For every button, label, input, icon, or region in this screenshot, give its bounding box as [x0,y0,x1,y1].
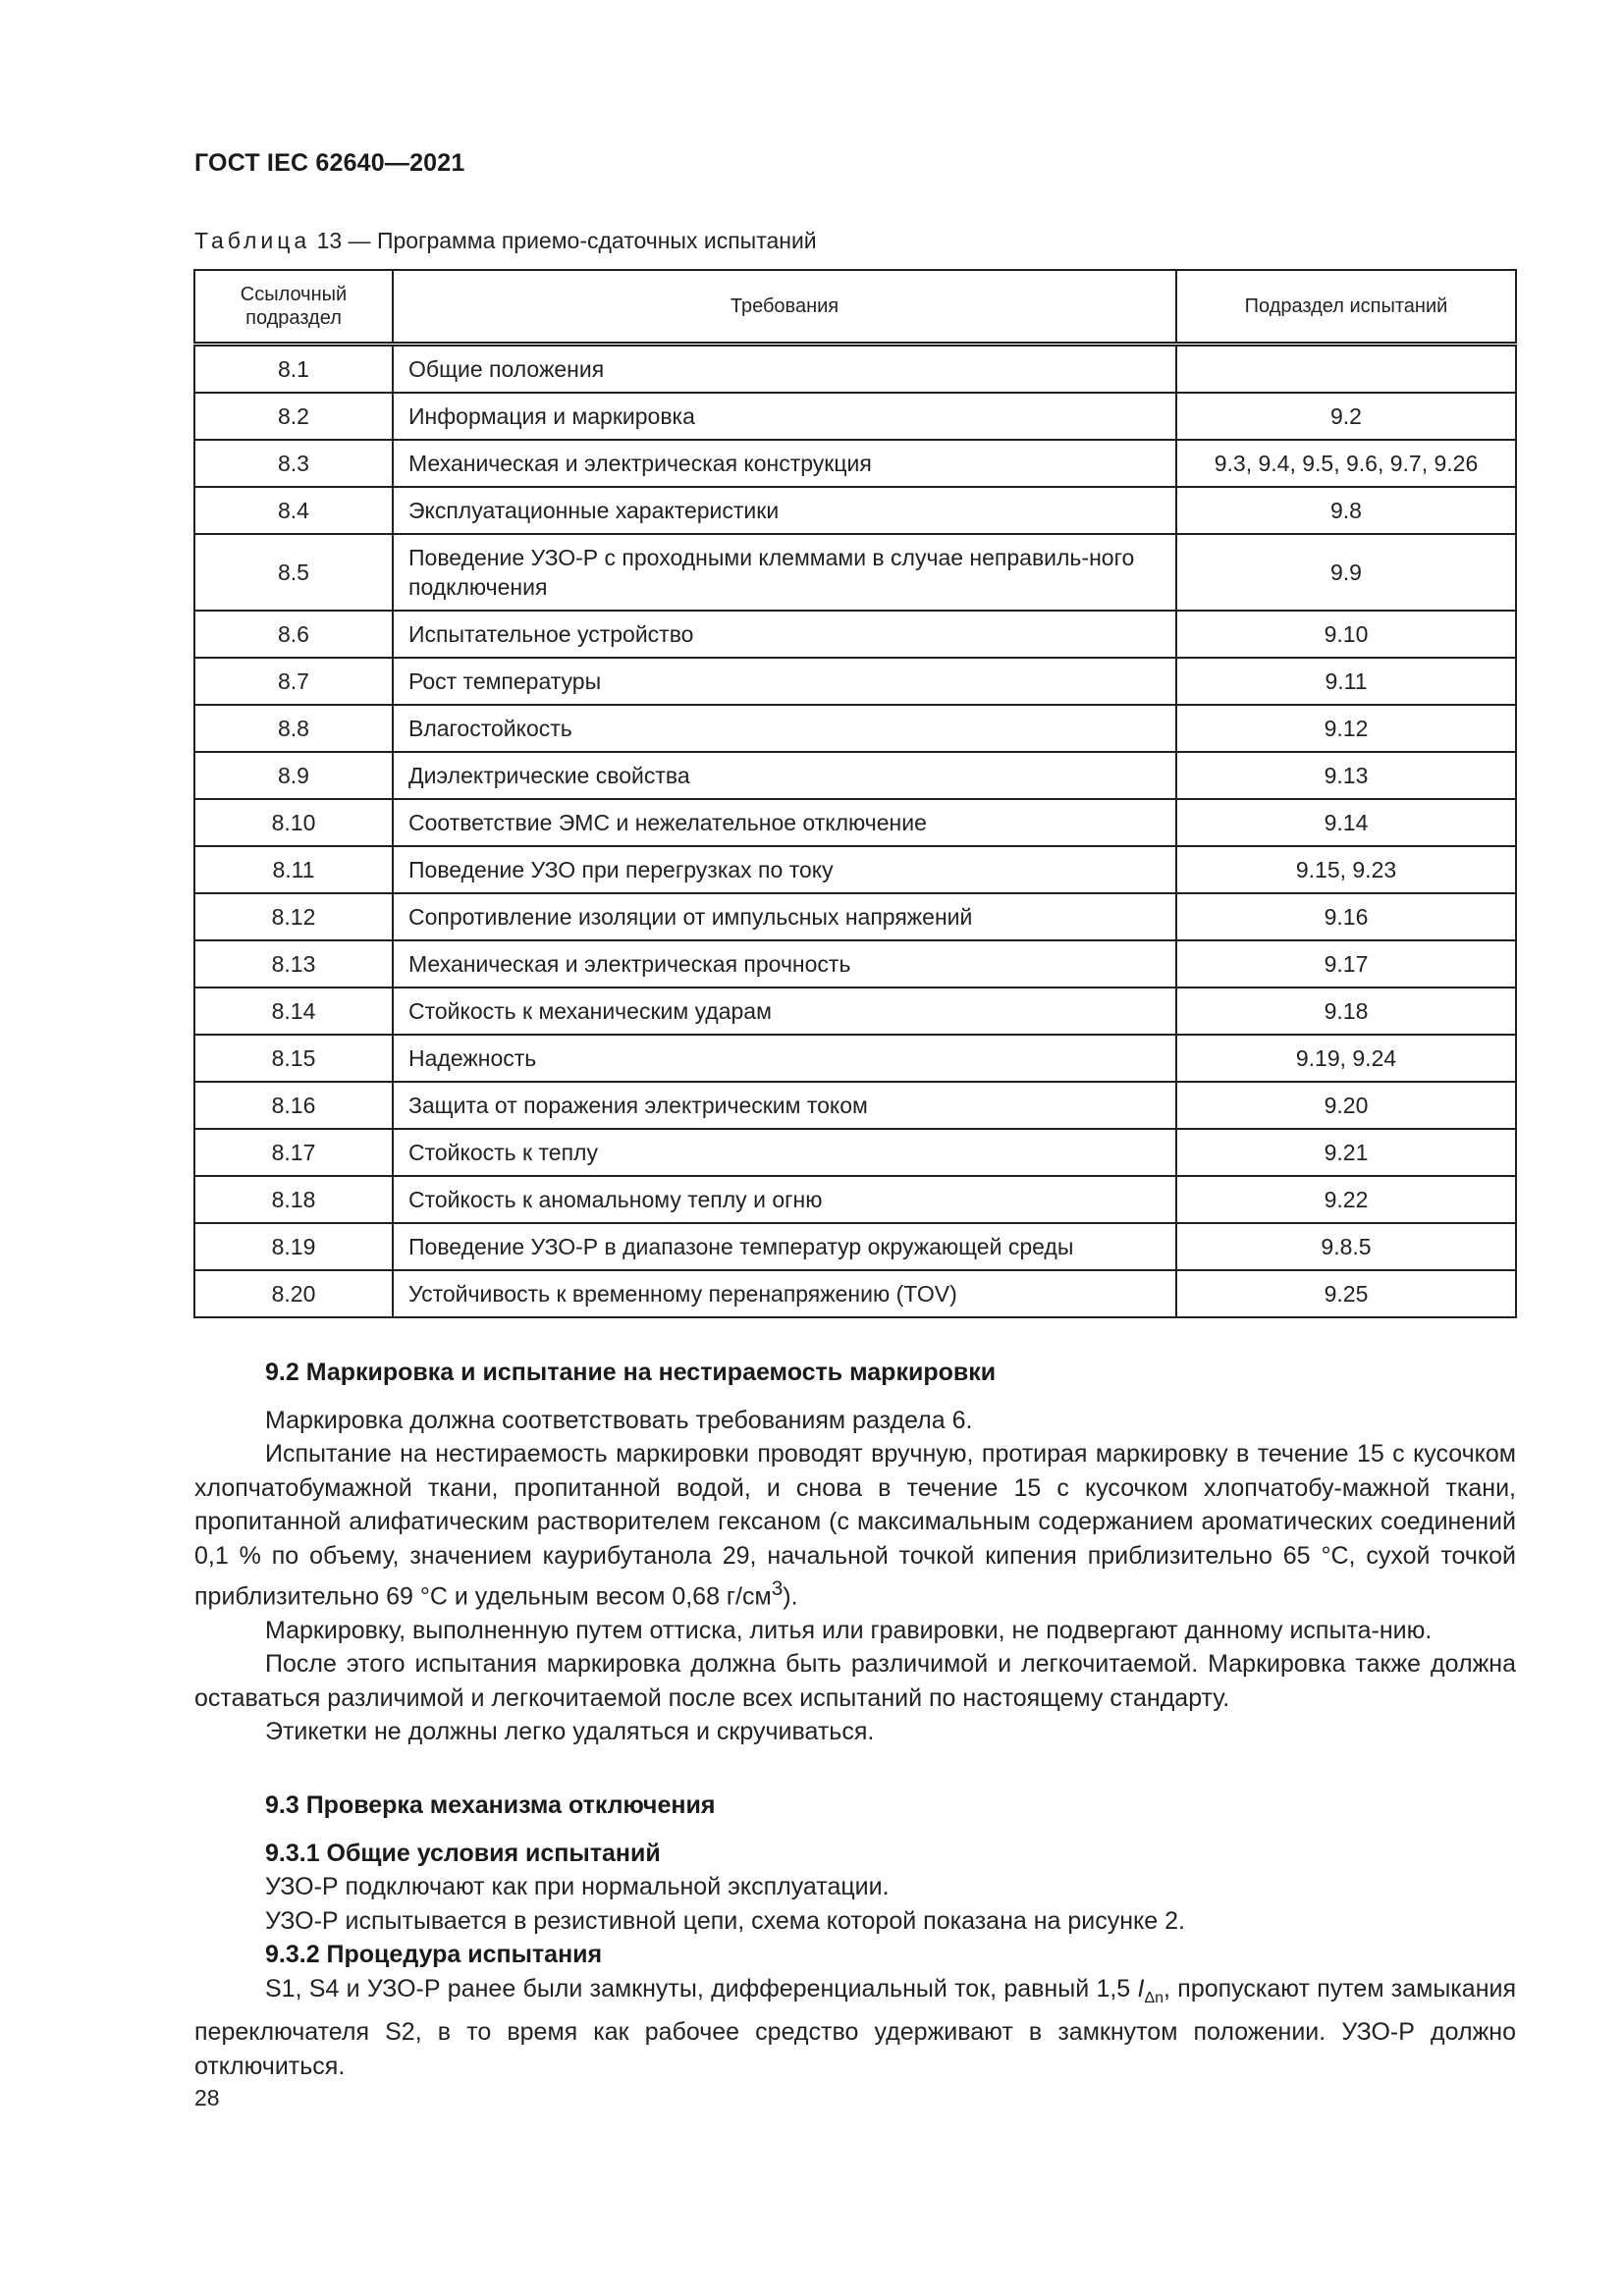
document-title: ГОСТ IEC 62640—2021 [194,149,465,177]
table-row [194,440,1516,487]
cell-ref: 8.11 [194,846,393,893]
cell-test: 9.21 [1176,1129,1516,1176]
cell-test: 9.8.5 [1176,1223,1516,1270]
cell-test: 9.19, 9.24 [1176,1035,1516,1082]
section-9-2 [194,1356,1516,1749]
cell-requirement: Поведение УЗО-Р с проходными клеммами в случае неправиль-ного подключения [393,534,1176,611]
table-row [194,846,1516,893]
paragraph [194,1437,1516,1614]
cell-ref: 8.9 [194,752,393,799]
cell-requirement: Общие положения [393,345,1176,394]
cell-requirement: Поведение УЗО-Р в диапазоне температур окружающей среды [393,1223,1176,1270]
table-row [194,799,1516,846]
cell-ref: 8.3 [194,440,393,487]
cell-requirement: Испытательное устройство [393,611,1176,658]
section-heading: 9.2 Маркировка и испытание на нестираемость маркировки [265,1359,997,1386]
paragraph: После этого испытания маркировка должна быть различимой и легкочитаемой. Маркировка также должна оставаться различимой и легкочитаемой после всех испытаний по настоящему стандарту. [194,1650,1516,1712]
test-program-table [193,269,1517,1318]
cell-test: 9.14 [1176,799,1516,846]
paragraph-text: , пропускают путем замыкания переключателя S2, в то время как рабочее средство удерживают в замкнутом положении. УЗО-Р должно отключиться. [194,1974,1517,2080]
paragraph [194,1972,1516,2084]
cell-test: 9.25 [1176,1270,1516,1317]
cell-ref: 8.12 [194,893,393,940]
cell-requirement: Диэлектрические свойства [393,752,1176,799]
table-row [194,345,1516,394]
rated-residual-current-symbol [1137,1974,1164,2006]
table-row [194,1270,1516,1317]
superscript: 3 [771,1577,784,1600]
table-row [194,1129,1516,1176]
table-row [194,705,1516,752]
cell-test: 9.22 [1176,1176,1516,1223]
table-caption [194,228,817,254]
subsection-heading: 9.3.1 Общие условия испытаний [265,1839,661,1867]
cell-requirement: Рост температуры [393,658,1176,705]
cell-ref: 8.7 [194,658,393,705]
cell-requirement: Стойкость к механическим ударам [393,988,1176,1035]
table-row [194,752,1516,799]
cell-ref: 8.17 [194,1129,393,1176]
section-heading: 9.3 Проверка механизма отключения [265,1791,716,1819]
cell-ref: 8.10 [194,799,393,846]
cell-ref: 8.16 [194,1082,393,1129]
paragraph: УЗО-Р испытывается в резистивной цепи, схема которой показана на рисунке 2. [265,1906,1185,1935]
table-row [194,487,1516,534]
cell-test: 9.3, 9.4, 9.5, 9.6, 9.7, 9.26 [1176,440,1516,487]
cell-requirement: Влагостойкость [393,705,1176,752]
cell-requirement: Механическая и электрическая прочность [393,940,1176,988]
cell-requirement: Защита от поражения электрическим током [393,1082,1176,1129]
paragraph-text: ). [783,1582,798,1611]
cell-ref: 8.1 [194,345,393,394]
paragraph: УЗО-Р подключают как при нормальной эксплуатации. [265,1873,890,1900]
table-row [194,611,1516,658]
cell-test: 9.20 [1176,1082,1516,1129]
table-row [194,1176,1516,1223]
cell-test: 9.10 [1176,611,1516,658]
table-row [194,1082,1516,1129]
column-header-ref: Ссылочный подраздел [194,270,393,345]
cell-test: 9.11 [1176,658,1516,705]
cell-requirement: Стойкость к аномальному теплу и огню [393,1176,1176,1223]
column-header-requirements: Требования [393,270,1176,345]
cell-requirement: Механическая и электрическая конструкция [393,440,1176,487]
cell-ref: 8.5 [194,534,393,611]
cell-ref: 8.13 [194,940,393,988]
cell-requirement: Информация и маркировка [393,393,1176,440]
cell-test: 9.16 [1176,893,1516,940]
table-row [194,940,1516,988]
subscript: Δn [1144,1989,1164,2006]
section-9-3 [194,1789,1516,2083]
cell-ref: 8.6 [194,611,393,658]
cell-requirement: Соответствие ЭМС и нежелательное отключение [393,799,1176,846]
cell-ref: 8.14 [194,988,393,1035]
cell-test: 9.9 [1176,534,1516,611]
table-row [194,988,1516,1035]
table-caption-prefix: Таблица [194,228,311,253]
table-header-row [194,270,1516,345]
cell-test: 9.17 [1176,940,1516,988]
table-row [194,534,1516,611]
table-row [194,658,1516,705]
cell-ref: 8.15 [194,1035,393,1082]
cell-requirement: Поведение УЗО при перегрузках по току [393,846,1176,893]
cell-test: 9.8 [1176,487,1516,534]
cell-ref: 8.18 [194,1176,393,1223]
cell-test: 9.15, 9.23 [1176,846,1516,893]
paragraph-text: S1, S4 и УЗО-Р ранее были замкнуты, дифференциальный ток, равный 1,5 [265,1974,1138,2002]
cell-requirement: Эксплуатационные характеристики [393,487,1176,534]
cell-test: 9.2 [1176,393,1516,440]
table-row [194,393,1516,440]
cell-requirement: Стойкость к теплу [393,1129,1176,1176]
cell-test: 9.13 [1176,752,1516,799]
cell-test: 9.18 [1176,988,1516,1035]
cell-ref: 8.4 [194,487,393,534]
table-row [194,1223,1516,1270]
table-caption-text: 13 — Программа приемо-сдаточных испытаний [316,228,817,253]
paragraph: Маркировка должна соответствовать требованиям раздела 6. [265,1406,973,1434]
cell-requirement: Сопротивление изоляции от импульсных напряжений [393,893,1176,940]
symbol-i: I [1137,1974,1145,2002]
cell-ref: 8.19 [194,1223,393,1270]
cell-ref: 8.8 [194,705,393,752]
cell-test: 9.12 [1176,705,1516,752]
table-row [194,893,1516,940]
cell-ref: 8.2 [194,393,393,440]
cell-test [1176,345,1516,394]
cell-requirement: Надежность [393,1035,1176,1082]
page-number: 28 [194,2085,220,2110]
table-row [194,1035,1516,1082]
paragraph-text: Испытание на нестираемость маркировки проводят вручную, протирая маркировку в течение 15 с кусочком хлопчатобумажной ткани, пропитанной водой, и снова в течение 15 с кусочком хлопчатобу-мажной ткани, пропитанной алифатическим растворителем гексаном (с максимальным содержанием ароматических соединений 0,1 % по объему, значением каурибутанола 29, начальной точкой кипения приблизительно 65 °С, сухой точкой приблизительно 69 °С и удельным весом 0,68 г/см [194,1440,1516,1611]
paragraph: Этикетки не должны легко удаляться и скручиваться. [265,1718,875,1746]
subsection-heading: 9.3.2 Процедура испытания [265,1941,603,1968]
cell-ref: 8.20 [194,1270,393,1317]
column-header-test: Подраздел испытаний [1176,270,1516,345]
cell-requirement: Устойчивость к временному перенапряжению (TOV) [393,1270,1176,1317]
paragraph: Маркировку, выполненную путем оттиска, литья или гравировки, не подвергают данному испыта-нию. [265,1616,1433,1644]
